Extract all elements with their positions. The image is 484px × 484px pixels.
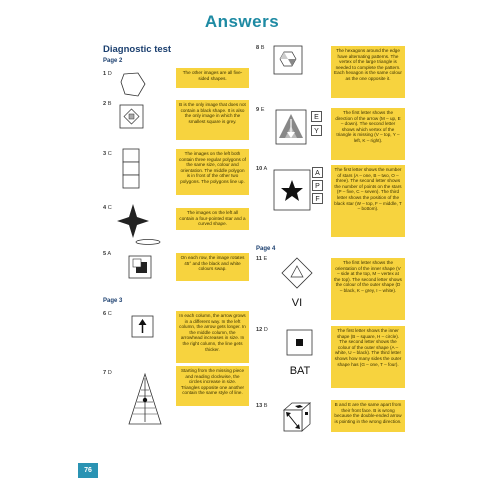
question-12-explanation: The first letter shows the inner shape (B – square, H – circle). The second letter shows the colour of the outer shape (A – white, U – black). The third letter shows how many sides the outer shape has (G – one, T – four). <box>331 326 405 388</box>
question-8-explanation: The hexagons around the edge have alternating patterns. The vertex of the large triangle is needed to complete the pattern. Each hexagon is the same colour as the one opposite it. <box>331 46 405 98</box>
question-10-letter-1: A <box>312 167 323 178</box>
question-1-figure <box>118 70 148 100</box>
question-7-label: 7 D <box>103 370 112 376</box>
question-6-explanation: In each column, the arrow grows in a different way. In the left column, the arrow gets longer. In the middle column, the arrowhead increases in size. In the right column, the line gets thicker. <box>176 311 249 363</box>
question-10-letter-2: P <box>312 180 323 191</box>
question-6-figure <box>130 314 156 340</box>
question-3-label: 3 C <box>103 151 112 157</box>
page-label-4: Page 4 <box>256 246 276 252</box>
question-7-explanation: Starting from the missing piece and reading clockwise, the circles increase in size. Triangles opposite one another contain the same style of line. <box>176 366 249 406</box>
question-2-figure <box>118 103 146 131</box>
question-3-figure <box>121 147 143 191</box>
page-number: 76 <box>78 463 98 478</box>
question-2-explanation: B is the only image that does not contain a black shape. It is also the only image in which the smallest square is grey. <box>176 100 249 140</box>
question-3-explanation: The images on the left both contain three regular polygons of the same size, colour and orientation. The middle polygon is in front of the other two polygons. The polygons line up. <box>176 149 249 195</box>
question-10-letter-3: F <box>312 193 323 204</box>
question-5-figure <box>126 254 156 282</box>
question-13-label: 13 B <box>256 403 268 409</box>
page-title: Answers <box>204 12 280 31</box>
question-10-label: 10 A <box>256 166 268 172</box>
page-label-3: Page 3 <box>103 298 123 304</box>
section-heading: Diagnostic test <box>103 44 172 55</box>
question-9-letter-1: E <box>311 111 322 122</box>
page-label-2: Page 2 <box>103 58 123 64</box>
question-8-label: 8 B <box>256 45 265 51</box>
question-9-label: 9 E <box>256 107 265 113</box>
question-5-explanation: On each row, the image rotates 45° and the black and white colours swap. <box>176 253 249 281</box>
question-2-label: 2 B <box>103 101 112 107</box>
question-9-letter-2: Y <box>311 125 322 136</box>
question-10-explanation: The first letter shows the number of stars (A – one, B – two, O – three). The second letter shows the number of points on the stars (P – five, C – seven). The third letter shows the position of the black star (W – top, F – middle, T – bottom). <box>331 165 405 237</box>
question-1-label: 1 D <box>103 71 112 77</box>
question-11-explanation: The first letter shows the orientation of the inner shape (V – side at the top, M – vertex at the top). The second letter shows the colour of the outer shape (D – black, K – grey, I – white). <box>331 258 405 320</box>
question-12-caption: BAT <box>289 365 311 377</box>
question-1-explanation: The other images are all five-sided shapes. <box>176 68 249 88</box>
question-9-explanation: The first letter shows the direction of the arrow (M – up, E – down). The second letter shows which vertex of the triangle is missing (V – top, Y – left, K – right). <box>331 108 405 160</box>
question-11-caption: VI <box>291 297 303 309</box>
question-6-label: 6 C <box>103 311 112 317</box>
question-5-label: 5 A <box>103 251 112 257</box>
question-7-figure <box>127 372 163 430</box>
question-13-figure <box>280 400 314 436</box>
question-13-explanation: B and E are the same apart from their front face. B is wrong because the double-ended arrow is pointing in the wrong direction. <box>331 400 405 432</box>
question-11-figure <box>280 256 314 292</box>
question-12-label: 12 D <box>256 327 268 333</box>
question-4-label: 4 C <box>103 205 112 211</box>
question-12-figure <box>285 328 315 358</box>
question-8-figure <box>272 44 306 80</box>
question-11-label: 11 E <box>256 256 268 262</box>
question-4-explanation: The images on the left all contain a four-pointed star and a curved shape. <box>176 208 249 230</box>
question-10-figure <box>272 168 312 214</box>
question-9-figure <box>274 108 308 148</box>
question-4-figure <box>116 202 166 246</box>
